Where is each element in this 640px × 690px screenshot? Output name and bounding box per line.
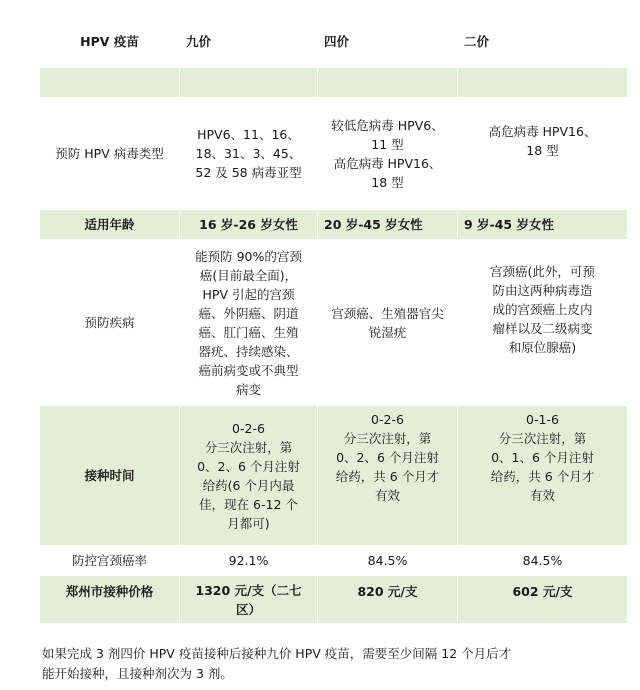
cell-line: 1320 元/支（二七 (195, 582, 302, 598)
cell-line: 器疣、持续感染、 (198, 343, 299, 359)
table-cell (318, 240, 458, 406)
table-cell (180, 576, 318, 624)
cell-line: 成的宫颈癌上皮内 (492, 302, 593, 317)
cell-line: 0-2-6 (371, 412, 404, 427)
cell-line: 11 型 (371, 136, 404, 152)
table-row-virus-types (40, 98, 628, 210)
header-nine-valent: 九价 (180, 16, 318, 68)
cell-line: 分三次注射，第 (498, 431, 587, 446)
cell-line: 和原位腺癌) (508, 340, 577, 355)
cell-line: 分三次注射，第 (343, 431, 432, 446)
cell-line: 高危病毒 HPV16、 (333, 155, 442, 171)
row-label: 防控宫颈癌率 (40, 546, 180, 576)
table-row-prevention-rate (40, 546, 628, 576)
cell-line: 佳，现在 6-12 个 (199, 496, 298, 512)
header-four-valent: 四价 (318, 16, 458, 68)
row-label: 郑州市接种价格 (40, 576, 180, 624)
cell-line: 癌、外阴癌、阴道 (198, 305, 299, 321)
table-cell (458, 98, 628, 210)
table-cell: 84.5% (318, 546, 458, 576)
cell-line: 给药，共 6 个月才 (335, 469, 440, 484)
table-cell: 16 岁-26 岁女性 (180, 210, 318, 240)
row-label: 接种时间 (40, 406, 180, 546)
table-row-empty (40, 68, 628, 98)
cell-line: 52 及 58 病毒亚型 (195, 165, 302, 180)
table-row-age (40, 210, 628, 240)
table-row-price (40, 576, 628, 624)
table-cell: 820 元/支 (318, 576, 458, 624)
cell-line: 癌(目前最全面)， (199, 267, 298, 283)
cell-line: 有效 (374, 488, 400, 503)
cell-line: 癌前病变或不典型 (198, 362, 299, 378)
cell-line: 有效 (529, 488, 555, 503)
cell-line: 给药，共 6 个月才 (490, 469, 595, 484)
row-label: 预防疾病 (40, 240, 180, 406)
table-row-schedule (40, 406, 628, 546)
cell-line: 0、2、6 个月注射 (336, 450, 439, 465)
table-cell (180, 98, 318, 210)
cell-line: 18 型 (371, 174, 404, 190)
row-label: 适用年龄 (40, 210, 180, 240)
cell-line: 0、1、6 个月注射 (491, 450, 594, 465)
cell-line: 宫颈癌(此外，可预 (490, 264, 595, 279)
cell-line: HPV6、11、16、 (197, 127, 300, 142)
table-cell: 9 岁-45 岁女性 (458, 210, 628, 240)
cell-line: 18、31、3、45、 (195, 146, 302, 161)
cell-line: 0、2、6 个月注射 (197, 458, 300, 474)
table-cell (180, 68, 318, 98)
cell-line: 给药(6 个月内最 (202, 477, 295, 493)
hpv-vaccine-table (40, 16, 628, 624)
cell-line: 区） (235, 601, 261, 617)
cell-line: 病变 (235, 381, 261, 397)
table-header-row (40, 16, 628, 68)
cell-line: 瘤样以及二级病变 (492, 321, 593, 336)
cell-line: 月都可) (227, 515, 270, 531)
table-cell (318, 406, 458, 546)
cell-line: 宫颈癌、生殖器官尖 (331, 305, 444, 321)
footnote-line: 能开始接种，且接种剂次为 3 剂。 (42, 666, 233, 681)
header-two-valent: 二价 (458, 16, 628, 68)
cell-line: 较低危病毒 HPV6、 (331, 117, 444, 133)
footnote-line: 如果完成 3 剂四价 HPV 疫苗接种后接种九价 HPV 疫苗，需要至少间隔 12 个月后才 (42, 646, 512, 661)
table-cell: 92.1% (180, 546, 318, 576)
cell-line: HPV 引起的宫颈 (202, 286, 295, 302)
table-cell (458, 406, 628, 546)
table-cell (458, 240, 628, 406)
table-cell: 84.5% (458, 546, 628, 576)
table-cell (40, 68, 180, 98)
table-cell: 20 岁-45 岁女性 (318, 210, 458, 240)
row-label: 预防 HPV 病毒类型 (40, 98, 180, 210)
table-cell (180, 406, 318, 546)
cell-line: 0-2-6 (232, 420, 265, 436)
cell-line: 癌、肛门癌、生殖 (198, 324, 299, 340)
table-cell (318, 68, 458, 98)
footnote (42, 644, 602, 684)
cell-line: 分三次注射，第 (204, 439, 293, 455)
table-cell: 602 元/支 (458, 576, 628, 624)
header-vaccine: HPV 疫苗 (40, 16, 180, 68)
table-cell (180, 240, 318, 406)
cell-line: 高危病毒 HPV16、 (488, 124, 597, 139)
cell-line: 18 型 (526, 143, 559, 158)
table-cell (318, 98, 458, 210)
cell-line: 能预防 90%的宫颈 (195, 248, 302, 264)
table-cell (458, 68, 628, 98)
cell-line: 防由这两种病毒造 (492, 283, 593, 298)
table-row-diseases (40, 240, 628, 406)
cell-line: 锐湿疣 (368, 324, 407, 340)
cell-line: 0-1-6 (526, 412, 559, 427)
